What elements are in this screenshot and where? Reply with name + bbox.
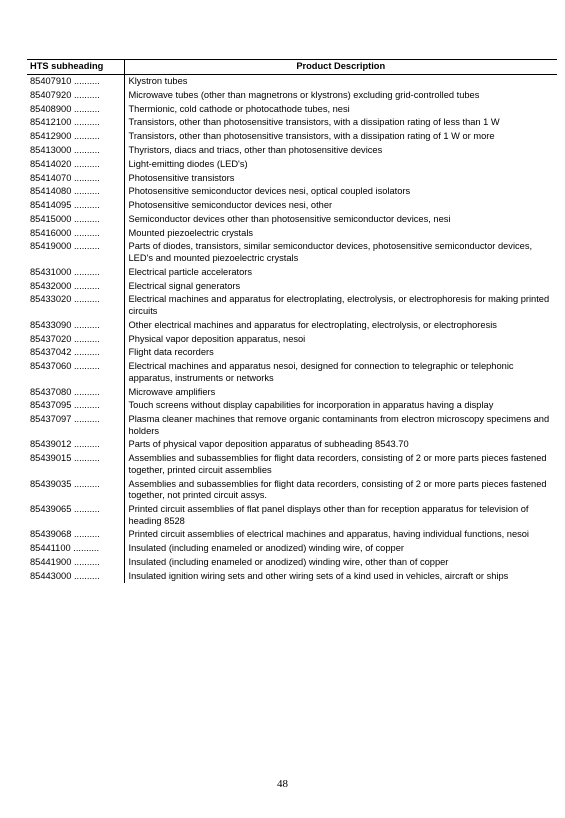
hts-code-cell: 85412100 .......... bbox=[27, 116, 124, 130]
page-number: 48 bbox=[277, 778, 288, 790]
table-row bbox=[27, 452, 557, 477]
header-row bbox=[27, 60, 557, 75]
table-row bbox=[27, 199, 557, 213]
hts-code-cell: 85414080 .......... bbox=[27, 185, 124, 199]
product-description-cell: Thermionic, cold cathode or photocathode tubes, nesi bbox=[128, 103, 350, 114]
product-description-cell: Klystron tubes bbox=[128, 76, 188, 87]
product-description-cell: Electrical signal generators bbox=[128, 280, 241, 291]
product-description-cell: Insulated (including enameled or anodized) winding wire, of copper bbox=[128, 543, 404, 554]
product-description-cell: Microwave tubes (other than magnetrons or klystrons) excluding grid-controlled tubes bbox=[128, 89, 480, 100]
product-description-cell: Transistors, other than photosensitive transistors, with a dissipation rating of 1 W or more bbox=[128, 131, 495, 142]
table-header bbox=[27, 60, 557, 75]
hts-code-cell: 85408900 .......... bbox=[27, 103, 124, 117]
product-description-cell: Flight data recorders bbox=[128, 347, 214, 358]
product-description-cell: Parts of physical vapor deposition apparatus of subheading 8543.70 bbox=[128, 439, 409, 450]
table-row bbox=[27, 293, 557, 318]
hts-code-cell: 85433090 .......... bbox=[27, 319, 124, 333]
table-row bbox=[27, 478, 557, 503]
table-row bbox=[27, 213, 557, 227]
hts-code-cell: 85439015 .......... bbox=[27, 452, 124, 477]
product-description-cell: Electrical machines and apparatus nesoi, designed for connection to telegraphic or telephonic apparatus, instruments or networks bbox=[128, 361, 514, 383]
hts-code-cell: 85416000 .......... bbox=[27, 227, 124, 241]
product-description-cell: Other electrical machines and apparatus for electroplating, electrolysis, or electrophoresis bbox=[128, 319, 497, 330]
hts-code-cell: 85443000 .......... bbox=[27, 570, 124, 584]
table-row bbox=[27, 528, 557, 542]
hts-code-cell: 85439065 .......... bbox=[27, 503, 124, 528]
table-row bbox=[27, 332, 557, 346]
hts-code-cell: 85433020 .......... bbox=[27, 293, 124, 318]
hts-code-cell: 85439035 .......... bbox=[27, 478, 124, 503]
table-row bbox=[27, 438, 557, 452]
product-description-cell: Photosensitive transistors bbox=[128, 172, 235, 183]
product-description-cell: Electrical machines and apparatus for electroplating, electrolysis, or electrophoresis for making printed circuits bbox=[128, 294, 550, 316]
hts-code-cell: 85437042 .......... bbox=[27, 346, 124, 360]
table-row bbox=[27, 413, 557, 438]
product-description-cell: Assemblies and subassemblies for flight data recorders, consisting of 2 or more parts pieces fastened together, printed circuit assemblies bbox=[128, 453, 547, 475]
product-description-cell: Insulated (including enameled or anodized) winding wire, other than of copper bbox=[128, 556, 449, 567]
table-row bbox=[27, 266, 557, 280]
product-description-cell: Touch screens without display capabilities for incorporation in apparatus having a display bbox=[128, 400, 494, 411]
product-description-cell: Semiconductor devices other than photosensitive semiconductor devices, nesi bbox=[128, 213, 451, 224]
product-description-cell: Electrical particle accelerators bbox=[128, 266, 252, 277]
table-row bbox=[27, 346, 557, 360]
product-description-cell: Photosensitive semiconductor devices nesi, other bbox=[128, 200, 333, 211]
hts-code-cell: 85407910 .......... bbox=[27, 75, 124, 89]
table-row bbox=[27, 144, 557, 158]
hts-code-cell: 85414095 .......... bbox=[27, 199, 124, 213]
product-description-cell: Insulated ignition wiring sets and other wiring sets of a kind used in vehicles, aircraft or ships bbox=[128, 570, 509, 581]
hts-code-cell: 85441900 .......... bbox=[27, 556, 124, 570]
hts-code-cell: 85437020 .......... bbox=[27, 332, 124, 346]
table-row bbox=[27, 280, 557, 294]
table-row bbox=[27, 556, 557, 570]
table-row bbox=[27, 185, 557, 199]
hts-code-cell: 85437097 .......... bbox=[27, 413, 124, 438]
table-row bbox=[27, 319, 557, 333]
product-description-cell: Assemblies and subassemblies for flight data recorders, consisting of 2 or more parts pieces fastened together, not printed circuit assys. bbox=[128, 478, 547, 501]
table-row bbox=[27, 240, 557, 265]
table-row bbox=[27, 75, 557, 89]
table-row bbox=[27, 171, 557, 185]
table-row bbox=[27, 103, 557, 117]
hts-code-cell: 85437060 .......... bbox=[27, 360, 124, 385]
hts-table bbox=[27, 59, 557, 583]
hts-code-cell: 85415000 .......... bbox=[27, 213, 124, 227]
table-row bbox=[27, 227, 557, 241]
table-row bbox=[27, 158, 557, 172]
table-row bbox=[27, 89, 557, 103]
table-row bbox=[27, 542, 557, 556]
hts-code-cell: 85437080 .......... bbox=[27, 385, 124, 399]
table-row bbox=[27, 385, 557, 399]
table-row bbox=[27, 399, 557, 413]
header-hts-subheading: HTS subheading bbox=[27, 60, 124, 75]
product-description-cell: Microwave amplifiers bbox=[128, 386, 216, 397]
hts-code-cell: 85439068 .......... bbox=[27, 528, 124, 542]
table-row bbox=[27, 360, 557, 385]
product-description-cell: Photosensitive semiconductor devices nesi, optical coupled isolators bbox=[128, 186, 411, 197]
product-description-cell: Plasma cleaner machines that remove organic contaminants from electron microscopy specimens and holders bbox=[128, 414, 550, 436]
hts-code-cell: 85413000 .......... bbox=[27, 144, 124, 158]
table-row bbox=[27, 503, 557, 528]
hts-code-cell: 85414070 .......... bbox=[27, 171, 124, 185]
product-description-cell: Printed circuit assemblies of flat panel displays other than for reception apparatus for television of heading 8528 bbox=[128, 503, 529, 526]
table-row bbox=[27, 130, 557, 144]
hts-code-cell: 85439012 .......... bbox=[27, 438, 124, 452]
table-row bbox=[27, 570, 557, 584]
product-description-cell: Light-emitting diodes (LED's) bbox=[128, 158, 248, 169]
product-description-cell: Transistors, other than photosensitive transistors, with a dissipation rating of less than 1 W bbox=[128, 117, 500, 128]
product-description-cell: Printed circuit assemblies of electrical machines and apparatus, having individual functions, nesoi bbox=[128, 529, 529, 540]
product-description-cell: Physical vapor deposition apparatus, nesoi bbox=[128, 333, 306, 344]
table-row bbox=[27, 116, 557, 130]
hts-code-cell: 85414020 .......... bbox=[27, 158, 124, 172]
hts-code-cell: 85431000 .......... bbox=[27, 266, 124, 280]
product-description-cell: Thyristors, diacs and triacs, other than photosensitive devices bbox=[128, 145, 383, 155]
product-description-cell: Mounted piezoelectric crystals bbox=[128, 227, 254, 238]
hts-code-cell: 85419000 .......... bbox=[27, 240, 124, 265]
hts-code-cell: 85432000 .......... bbox=[27, 280, 124, 294]
hts-code-cell: 85441100 .......... bbox=[27, 542, 124, 556]
hts-code-cell: 85412900 .......... bbox=[27, 130, 124, 144]
table-body bbox=[27, 75, 557, 584]
product-description-cell: Parts of diodes, transistors, similar semiconductor devices, photosensitive semiconductor devices, LED's and mounted piezoelectric crystals bbox=[128, 241, 533, 264]
header-product-description: Product Description bbox=[124, 60, 557, 75]
hts-code-cell: 85407920 .......... bbox=[27, 89, 124, 103]
hts-code-cell: 85437095 .......... bbox=[27, 399, 124, 413]
